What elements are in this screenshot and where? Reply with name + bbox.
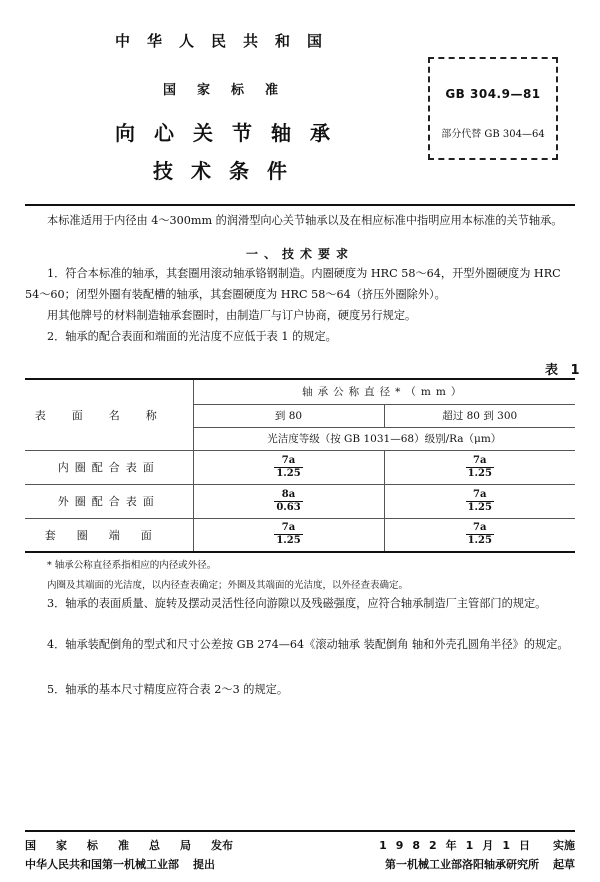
header-nominal-diameter: 轴承公称直径*（mm） xyxy=(193,379,575,404)
footer-proposer: 中华人民共和国第一机械工业部 提出 xyxy=(25,858,215,871)
standard-type: 国家标准 xyxy=(163,83,300,98)
table-footnote-star: * 轴承公称直径系指相应的内径或外径。 xyxy=(47,560,217,571)
standard-number-box xyxy=(428,57,558,160)
requirement-item-2: 2．轴承的配合表面和端面的光洁度不应低于表 1 的规定。 xyxy=(47,330,337,343)
requirement-item-5: 5．轴承的基本尺寸精度应符合表 2～3 的规定。 xyxy=(47,683,289,696)
header-finish-grade: 光洁度等级（按 GB 1031—68）级别/Ra（μm） xyxy=(193,427,575,450)
header-col-up-to-80: 到 80 xyxy=(193,404,384,427)
finish-value: $\frac{7a}{1.25}$ xyxy=(467,488,492,513)
country-name: 中华人民共和国 xyxy=(115,32,340,50)
surface-finish-table xyxy=(25,378,575,553)
finish-value: $\frac{7a}{1.25}$ xyxy=(467,522,492,547)
table-row xyxy=(25,450,575,484)
replaces-note: 部分代替 GB 304—64 xyxy=(441,129,545,140)
table-footnote-2: 内圈及其端面的光洁度，以内径查表确定；外圈及其端面的光洁度，以外径查表确定。 xyxy=(47,580,409,591)
row-name: 外圈配合表面 xyxy=(25,484,193,518)
scope-paragraph: 本标准适用于内径由 4～300mm 的润滑型向心关节轴承以及在相应标准中指明应用本标准的关节轴承。 xyxy=(47,214,563,227)
standard-code: GB 304.9—81 xyxy=(445,87,541,101)
requirement-item-3: 3．轴承的表面质量、旋转及摆动灵活性径向游隙以及残磁强度，应符合轴承制造厂主管部门的规定。 xyxy=(47,597,547,610)
document-title-line1: 向心关节轴承 xyxy=(115,121,349,145)
footer-divider xyxy=(25,830,575,832)
footer-drafter: 第一机械工业部洛阳轴承研究所 起草 xyxy=(385,858,575,871)
footer-effective-date: 1982年1月1日 实施 xyxy=(379,839,575,852)
finish-value: $\frac{7a}{1.25}$ xyxy=(276,522,301,547)
table-row xyxy=(25,518,575,552)
document-title-line2: 技术条件 xyxy=(153,159,305,183)
requirement-item-1: 1．符合本标准的轴承，其套圈用滚动轴承铬钢制造。内圈硬度为 HRC 58～64，开型外圈硬度为 HRC 54～60；闭型外圈有装配槽的轴承，其套圈硬度为 HRC 58～64（挤压外圈除外）。 xyxy=(25,267,561,301)
section-heading-technical-requirements: 一、技术要求 xyxy=(245,247,354,261)
header-surface-name: 表面名称 xyxy=(25,379,193,450)
requirement-item-4: 4．轴承装配倒角的型式和尺寸公差按 GB 274—64《滚动轴承 装配倒角 轴和外壳孔圆角半径》的规定。 xyxy=(47,638,569,651)
row-name: 套圈端面 xyxy=(25,518,193,552)
requirement-item-1-note: 用其他牌号的材料制造轴承套圈时，由制造厂与订户协商，硬度另行规定。 xyxy=(47,309,417,322)
finish-value: $\frac{7a}{1.25}$ xyxy=(276,454,301,479)
table-row xyxy=(25,484,575,518)
finish-value: $\frac{8a}{0.63}$ xyxy=(276,488,301,513)
finish-value: $\frac{7a}{1.25}$ xyxy=(467,454,492,479)
header-divider xyxy=(25,204,575,206)
header-col-80-to-300: 超过 80 到 300 xyxy=(384,404,575,427)
footer-issuer: 国家标准总局发布 xyxy=(25,839,233,852)
table-label: 表 1 xyxy=(545,363,584,378)
row-name: 内圈配合表面 xyxy=(25,450,193,484)
